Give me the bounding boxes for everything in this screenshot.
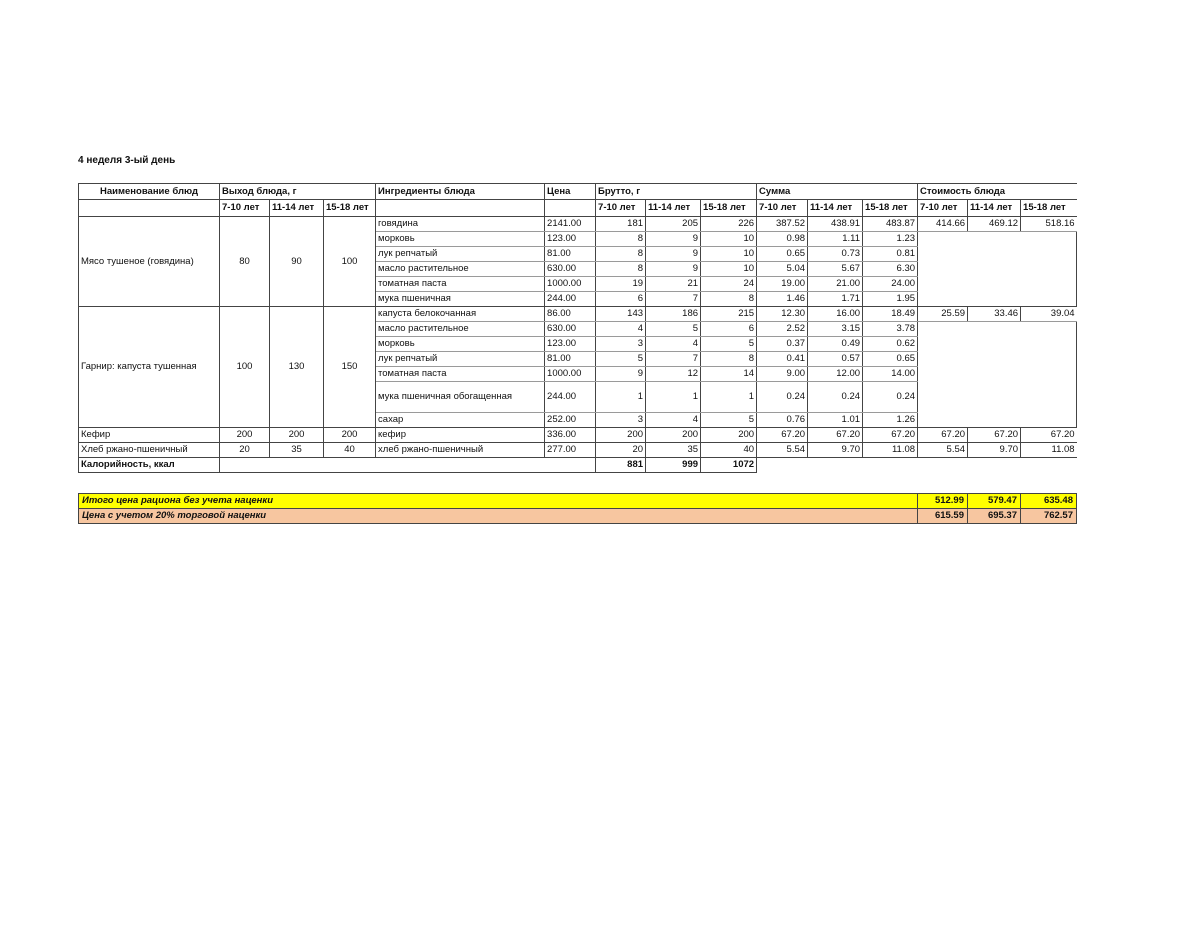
summary-value: 615.59 [918, 509, 968, 524]
dish-yield: 150 [324, 307, 376, 428]
summary-row [79, 494, 1077, 509]
ingredient-name: масло растительное [376, 322, 545, 337]
ingredient-sum: 0.41 [757, 352, 808, 367]
ingredient-sum: 0.37 [757, 337, 808, 352]
ingredient-name: говядина [376, 217, 545, 232]
calories-value: 999 [646, 458, 701, 473]
ingredient-row [79, 307, 1077, 322]
dish-cost-blank [968, 277, 1021, 292]
ingredient-sum: 0.65 [863, 352, 918, 367]
page-title: 4 неделя 3-ый день [78, 155, 176, 166]
dish-cost-blank [1021, 262, 1077, 277]
dish-cost-blank [968, 337, 1021, 352]
ingredient-name: сахар [376, 413, 545, 428]
ingredient-price: 277.00 [545, 443, 596, 458]
dish-cost-blank [1021, 413, 1077, 428]
dish-cost-blank [918, 382, 968, 413]
dish-cost-blank [1021, 322, 1077, 337]
header-age: 7-10 лет [596, 200, 646, 217]
ingredient-brutto: 226 [701, 217, 757, 232]
ingredient-brutto: 19 [596, 277, 646, 292]
ingredient-name: капуста белокочанная [376, 307, 545, 322]
ingredient-name: морковь [376, 337, 545, 352]
ingredient-brutto: 3 [596, 413, 646, 428]
dish-cost: 67.20 [968, 428, 1021, 443]
ingredient-brutto: 181 [596, 217, 646, 232]
summary-label: Цена с учетом 20% торговой наценки [79, 509, 918, 524]
dish-cost-blank [918, 367, 968, 382]
summary-value: 635.48 [1021, 494, 1077, 509]
ingredient-price: 252.00 [545, 413, 596, 428]
ingredient-sum: 1.26 [863, 413, 918, 428]
ingredient-name: морковь [376, 232, 545, 247]
header-brutto: Брутто, г [596, 184, 757, 200]
dish-cost-blank [918, 247, 968, 262]
ingredient-sum: 438.91 [808, 217, 863, 232]
header-age: 7-10 лет [220, 200, 270, 217]
ingredient-brutto: 10 [701, 247, 757, 262]
dish-cost-blank [968, 232, 1021, 247]
calories-row [79, 458, 1077, 473]
dish-yield: 100 [324, 217, 376, 307]
dish-cost-blank [968, 247, 1021, 262]
dish-cost: 39.04 [1021, 307, 1077, 322]
ingredient-sum: 0.81 [863, 247, 918, 262]
dish-yield: 40 [324, 443, 376, 458]
ingredient-sum: 0.24 [863, 382, 918, 413]
ingredient-sum: 9.70 [808, 443, 863, 458]
ingredient-brutto: 200 [701, 428, 757, 443]
header-age: 15-18 лет [1021, 200, 1077, 217]
summary-table [78, 493, 1077, 524]
ingredient-price: 123.00 [545, 232, 596, 247]
ingredient-name: томатная паста [376, 277, 545, 292]
ingredient-brutto: 12 [646, 367, 701, 382]
header-ingredients: Ингредиенты блюда [376, 184, 545, 200]
ingredient-name: лук репчатый [376, 352, 545, 367]
ingredient-sum: 0.98 [757, 232, 808, 247]
ingredient-brutto: 5 [701, 337, 757, 352]
ingredient-price: 2141.00 [545, 217, 596, 232]
dish-yield: 130 [270, 307, 324, 428]
ingredient-sum: 6.30 [863, 262, 918, 277]
header-sum: Сумма [757, 184, 918, 200]
dish-cost-blank [968, 413, 1021, 428]
dish-cost: 9.70 [968, 443, 1021, 458]
ingredient-sum: 67.20 [808, 428, 863, 443]
ingredient-price: 86.00 [545, 307, 596, 322]
ingredient-price: 336.00 [545, 428, 596, 443]
dish-yield: 200 [324, 428, 376, 443]
ingredient-sum: 67.20 [863, 428, 918, 443]
header-age: 15-18 лет [701, 200, 757, 217]
ingredient-sum: 0.24 [757, 382, 808, 413]
ingredient-name: лук репчатый [376, 247, 545, 262]
header-blank [376, 200, 545, 217]
ingredient-price: 81.00 [545, 352, 596, 367]
ingredient-brutto: 24 [701, 277, 757, 292]
ingredient-brutto: 8 [596, 247, 646, 262]
ingredient-sum: 5.54 [757, 443, 808, 458]
ingredient-sum: 483.87 [863, 217, 918, 232]
dish-cost: 25.59 [918, 307, 968, 322]
header-blank [79, 200, 220, 217]
ingredient-price: 1000.00 [545, 367, 596, 382]
ingredient-row [79, 428, 1077, 443]
ingredient-sum: 0.73 [808, 247, 863, 262]
dish-cost: 414.66 [918, 217, 968, 232]
dish-cost: 518.16 [1021, 217, 1077, 232]
ingredient-sum: 67.20 [757, 428, 808, 443]
dish-cost: 5.54 [918, 443, 968, 458]
ingredient-sum: 0.24 [808, 382, 863, 413]
ingredient-brutto: 205 [646, 217, 701, 232]
calories-value: 881 [596, 458, 646, 473]
header-age: 15-18 лет [324, 200, 376, 217]
ingredient-sum: 0.62 [863, 337, 918, 352]
dish-cost: 67.20 [1021, 428, 1077, 443]
dish-cost-blank [1021, 337, 1077, 352]
ingredient-sum: 1.71 [808, 292, 863, 307]
ingredient-sum: 12.00 [808, 367, 863, 382]
ingredient-sum: 0.65 [757, 247, 808, 262]
ingredient-brutto: 9 [646, 247, 701, 262]
ingredient-brutto: 4 [646, 337, 701, 352]
header-age: 7-10 лет [918, 200, 968, 217]
ingredient-brutto: 7 [646, 352, 701, 367]
summary-row [79, 509, 1077, 524]
ingredient-brutto: 14 [701, 367, 757, 382]
dish-name: Гарнир: капуста тушенная [79, 307, 220, 428]
dish-cost-blank [968, 292, 1021, 307]
ingredient-brutto: 10 [701, 232, 757, 247]
dish-cost-blank [1021, 382, 1077, 413]
ingredient-brutto: 5 [596, 352, 646, 367]
ingredient-sum: 16.00 [808, 307, 863, 322]
ingredient-price: 244.00 [545, 292, 596, 307]
dish-cost-blank [918, 413, 968, 428]
ingredient-sum: 5.67 [808, 262, 863, 277]
ingredient-brutto: 8 [596, 232, 646, 247]
ingredient-brutto: 6 [701, 322, 757, 337]
dish-cost: 469.12 [968, 217, 1021, 232]
ingredient-sum: 1.95 [863, 292, 918, 307]
ingredient-brutto: 3 [596, 337, 646, 352]
dish-cost: 11.08 [1021, 443, 1077, 458]
summary-value: 512.99 [918, 494, 968, 509]
dish-cost-blank [918, 352, 968, 367]
ingredient-sum: 387.52 [757, 217, 808, 232]
calories-label: Калорийность, ккал [79, 458, 220, 473]
dish-cost-blank [918, 277, 968, 292]
ingredient-sum: 5.04 [757, 262, 808, 277]
header-blank [545, 200, 596, 217]
summary-label: Итого цена рациона без учета наценки [79, 494, 918, 509]
dish-cost-blank [968, 322, 1021, 337]
ingredient-brutto: 40 [701, 443, 757, 458]
ingredient-sum: 18.49 [863, 307, 918, 322]
dish-cost-blank [968, 352, 1021, 367]
ingredient-sum: 21.00 [808, 277, 863, 292]
dish-cost-blank [918, 322, 968, 337]
ingredient-name: мука пшеничная обогащенная [376, 382, 545, 413]
ingredient-brutto: 9 [646, 262, 701, 277]
ingredient-brutto: 5 [701, 413, 757, 428]
header-row-ages [79, 200, 1077, 217]
ingredient-brutto: 8 [701, 352, 757, 367]
dish-yield: 90 [270, 217, 324, 307]
ingredient-brutto: 35 [646, 443, 701, 458]
header-age: 15-18 лет [863, 200, 918, 217]
header-age: 11-14 лет [968, 200, 1021, 217]
dish-yield: 200 [220, 428, 270, 443]
header-row-groups [79, 184, 1077, 200]
ingredient-row [79, 443, 1077, 458]
dish-yield: 200 [270, 428, 324, 443]
ingredient-sum: 1.01 [808, 413, 863, 428]
ingredient-name: кефир [376, 428, 545, 443]
ingredient-brutto: 21 [646, 277, 701, 292]
ingredient-price: 630.00 [545, 322, 596, 337]
dish-cost-blank [918, 232, 968, 247]
ingredient-brutto: 20 [596, 443, 646, 458]
dish-name: Хлеб ржано-пшеничный [79, 443, 220, 458]
dish-cost-blank [1021, 247, 1077, 262]
ingredient-sum: 3.78 [863, 322, 918, 337]
dish-cost: 33.46 [968, 307, 1021, 322]
dish-cost-blank [1021, 367, 1077, 382]
dish-yield: 20 [220, 443, 270, 458]
ingredient-brutto: 186 [646, 307, 701, 322]
header-age: 11-14 лет [646, 200, 701, 217]
ingredient-sum: 2.52 [757, 322, 808, 337]
dish-name: Мясо тушеное (говядина) [79, 217, 220, 307]
ingredient-brutto: 4 [646, 413, 701, 428]
ingredient-brutto: 8 [701, 292, 757, 307]
ingredient-brutto: 5 [646, 322, 701, 337]
ingredient-name: мука пшеничная [376, 292, 545, 307]
ingredient-name: масло растительное [376, 262, 545, 277]
summary-value: 579.47 [968, 494, 1021, 509]
dish-cost: 67.20 [918, 428, 968, 443]
header-dish: Наименование блюд [79, 184, 220, 200]
ingredient-brutto: 1 [701, 382, 757, 413]
ingredient-sum: 9.00 [757, 367, 808, 382]
header-cost: Стоимость блюда [918, 184, 1077, 200]
ingredient-brutto: 1 [646, 382, 701, 413]
ingredient-brutto: 8 [596, 262, 646, 277]
dish-yield: 80 [220, 217, 270, 307]
dish-name: Кефир [79, 428, 220, 443]
dish-cost-blank [1021, 292, 1077, 307]
ingredient-sum: 19.00 [757, 277, 808, 292]
header-age: 11-14 лет [270, 200, 324, 217]
dish-yield: 100 [220, 307, 270, 428]
menu-cost-table [78, 183, 1077, 473]
ingredient-sum: 3.15 [808, 322, 863, 337]
header-yield: Выход блюда, г [220, 184, 376, 200]
header-age: 11-14 лет [808, 200, 863, 217]
header-price: Цена [545, 184, 596, 200]
dish-yield: 35 [270, 443, 324, 458]
ingredient-brutto: 143 [596, 307, 646, 322]
dish-cost-blank [1021, 352, 1077, 367]
ingredient-brutto: 9 [646, 232, 701, 247]
dish-cost-blank [1021, 232, 1077, 247]
ingredient-sum: 1.23 [863, 232, 918, 247]
ingredient-price: 123.00 [545, 337, 596, 352]
ingredient-sum: 0.49 [808, 337, 863, 352]
dish-cost-blank [968, 367, 1021, 382]
ingredient-sum: 24.00 [863, 277, 918, 292]
dish-cost-blank [968, 382, 1021, 413]
ingredient-sum: 1.11 [808, 232, 863, 247]
ingredient-sum: 11.08 [863, 443, 918, 458]
dish-cost-blank [918, 262, 968, 277]
ingredient-price: 81.00 [545, 247, 596, 262]
ingredient-sum: 0.76 [757, 413, 808, 428]
ingredient-brutto: 215 [701, 307, 757, 322]
calories-blank [757, 458, 1077, 473]
calories-value: 1072 [701, 458, 757, 473]
ingredient-name: хлеб ржано-пшеничный [376, 443, 545, 458]
ingredient-price: 1000.00 [545, 277, 596, 292]
ingredient-sum: 14.00 [863, 367, 918, 382]
ingredient-brutto: 1 [596, 382, 646, 413]
dish-cost-blank [968, 262, 1021, 277]
dish-cost-blank [1021, 277, 1077, 292]
ingredient-sum: 12.30 [757, 307, 808, 322]
ingredient-price: 244.00 [545, 382, 596, 413]
ingredient-brutto: 4 [596, 322, 646, 337]
ingredient-brutto: 200 [596, 428, 646, 443]
header-age: 7-10 лет [757, 200, 808, 217]
ingredient-brutto: 10 [701, 262, 757, 277]
ingredient-brutto: 200 [646, 428, 701, 443]
dish-cost-blank [918, 337, 968, 352]
ingredient-brutto: 6 [596, 292, 646, 307]
ingredient-sum: 0.57 [808, 352, 863, 367]
dish-cost-blank [918, 292, 968, 307]
summary-value: 695.37 [968, 509, 1021, 524]
ingredient-price: 630.00 [545, 262, 596, 277]
ingredient-name: томатная паста [376, 367, 545, 382]
ingredient-brutto: 7 [646, 292, 701, 307]
calories-blank [220, 458, 596, 473]
ingredient-row [79, 217, 1077, 232]
ingredient-sum: 1.46 [757, 292, 808, 307]
summary-value: 762.57 [1021, 509, 1077, 524]
ingredient-brutto: 9 [596, 367, 646, 382]
